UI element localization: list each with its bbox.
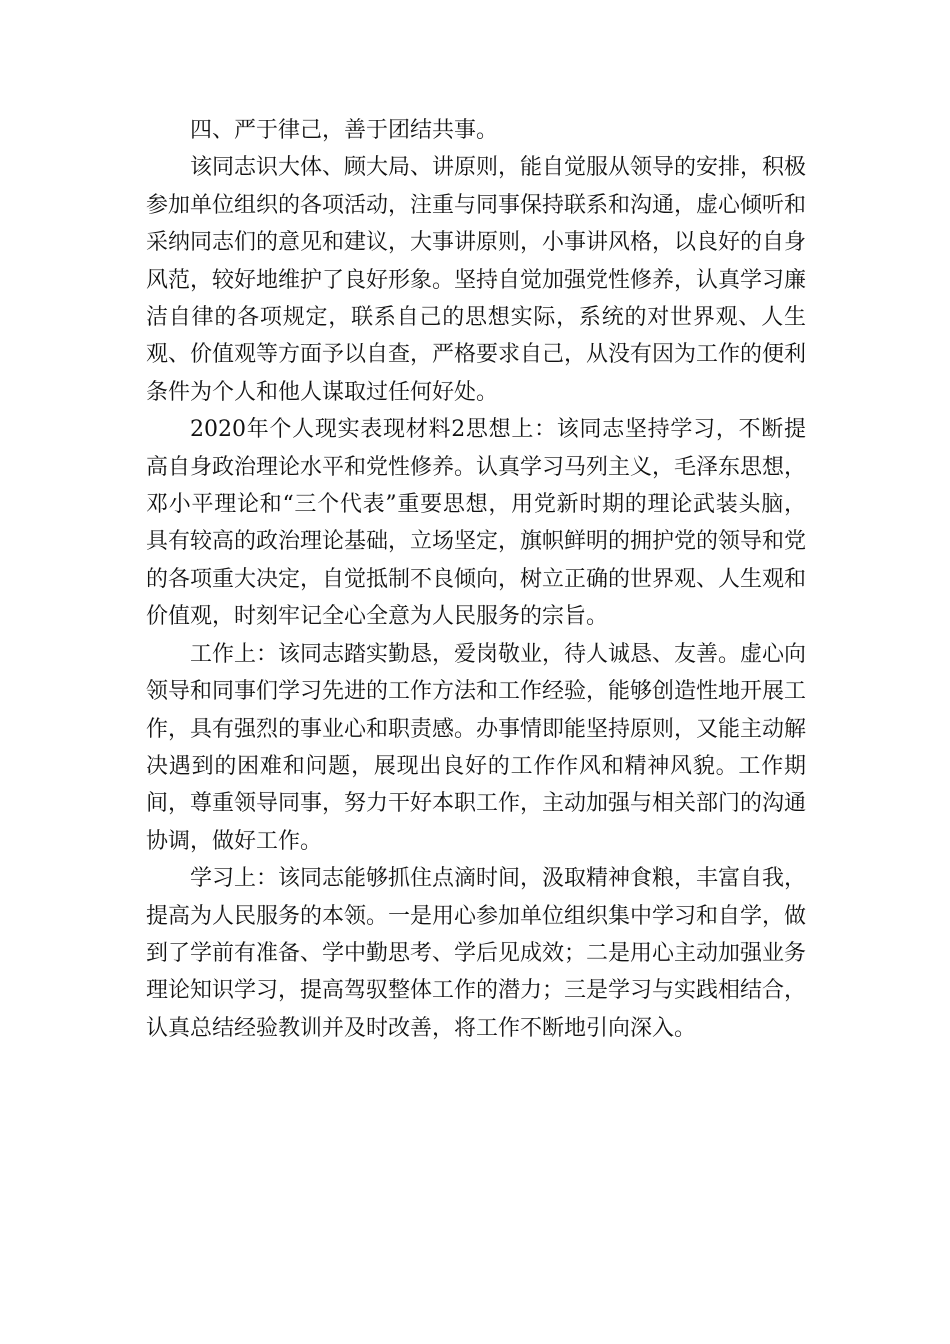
document-body	[146, 112, 806, 1047]
paragraph-study: 学习上：该同志能够抓住点滴时间，汲取精神食粮，丰富自我，提高为人民服务的本领。一是用心参加单位组织集中学习和自学，做到了学前有准备、学中勤思考、学后见成效；二是用心主动加强业务理论知识学习，提高驾驭整体工作的潜力；三是学习与实践相结合，认真总结经验教训并及时改善，将工作不断地引向深入。	[146, 866, 807, 1041]
paragraph-section-heading: 四、严于律己，善于团结共事。	[190, 118, 499, 143]
paragraph-work: 工作上：该同志踏实勤恳，爱岗敬业，待人诚恳、友善。虚心向领导和同事们学习先进的工作方法和工作经验，能够创造性地开展工作，具有强烈的事业心和职责感。办事情即能坚持原则，又能主动解决遇到的困难和问题，展现出良好的工作作风和精神风貌。工作期间，尊重领导同事，努力干好本职工作，主动加强与相关部门的沟通协调，做好工作。	[146, 641, 807, 854]
paragraph-thought: 2020年个人现实表现材料2思想上：该同志坚持学习，不断提高自身政治理论水平和党性修养。认真学习马列主义，毛泽东思想，邓小平理论和“三个代表”重要思想，用党新时期的理论武装头脑，具有较高的政治理论基础，立场坚定，旗帜鲜明的拥护党的领导和党的各项重大决定，自觉抵制不良倾向，树立正确的世界观、人生观和价值观，时刻牢记全心全意为人民服务的宗旨。	[146, 417, 807, 630]
paragraph-self-discipline: 该同志识大体、顾大局、讲原则，能自觉服从领导的安排，积极参加单位组织的各项活动，注重与同事保持联系和沟通，虚心倾听和采纳同志们的意见和建议，大事讲原则，小事讲风格，以良好的自身风范，较好地维护了良好形象。坚持自觉加强党性修养，认真学习廉洁自律的各项规定，联系自己的思想实际，系统的对世界观、人生观、价值观等方面予以自查，严格要求自己，从没有因为工作的便利条件为个人和他人谋取过任何好处。	[146, 155, 807, 405]
